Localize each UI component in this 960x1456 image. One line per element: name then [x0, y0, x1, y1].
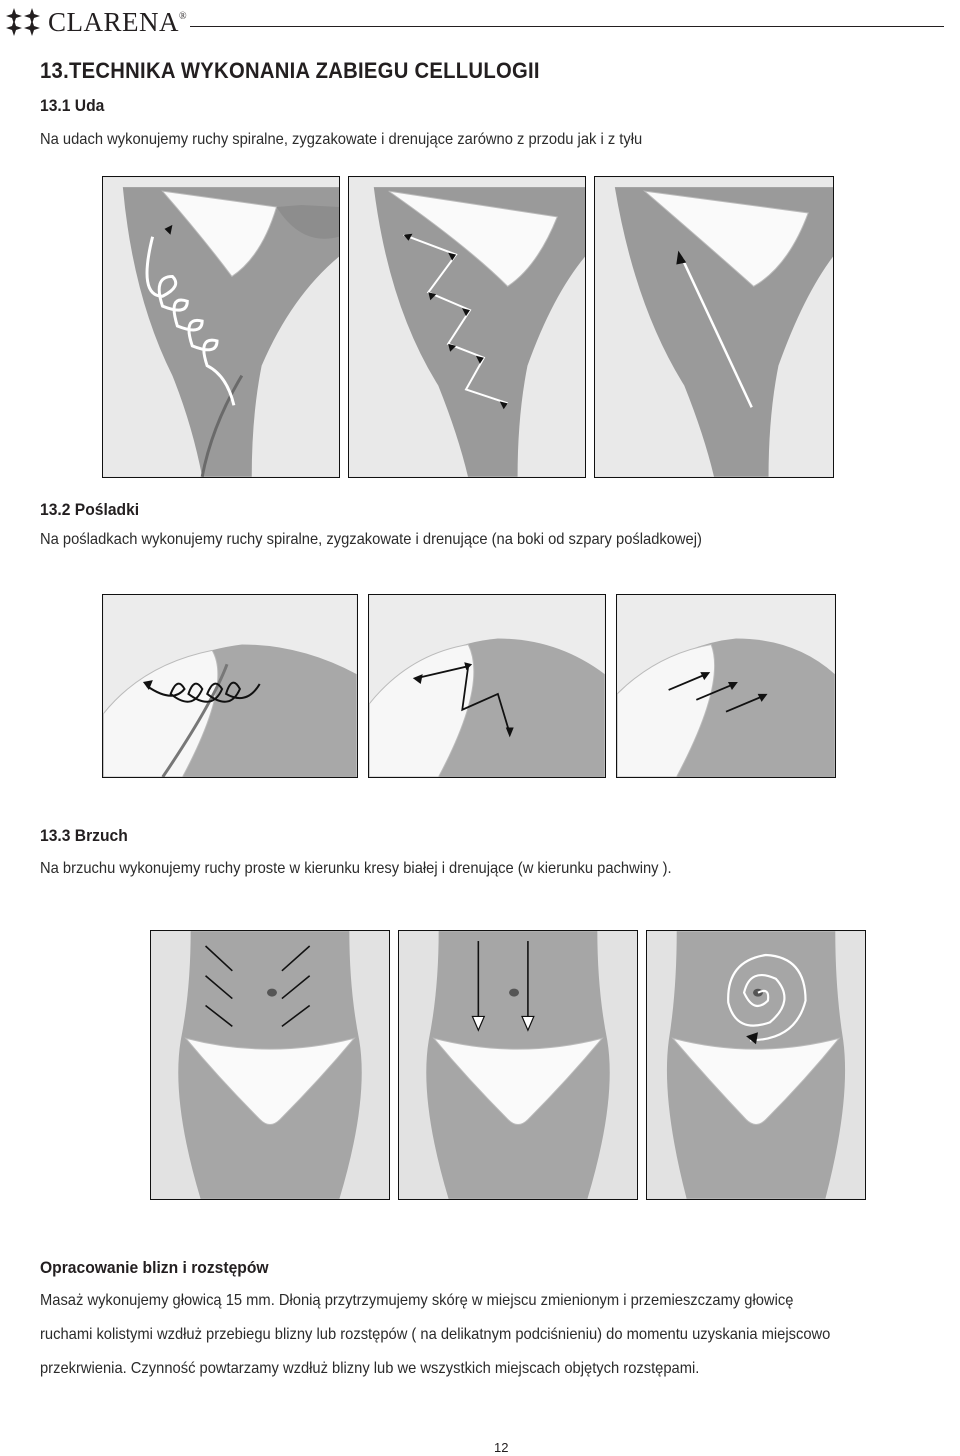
section-text-buttocks: Na pośladkach wykonujemy ruchy spiralne, zygzakowate i drenujące (na boki od szpary pośladkowej) [40, 531, 702, 548]
buttocks-drainage-image [616, 594, 836, 778]
section-heading-thighs: 13.1 Uda [40, 96, 105, 115]
header-rule [190, 26, 944, 27]
section-text-abdomen: Na brzuchu wykonujemy ruchy proste w kierunku kresy białej i drenujące (w kierunku pachwiny ). [40, 860, 672, 877]
thigh-spiral-image [102, 176, 340, 478]
header [0, 0, 960, 44]
abdomen-vertical-image [398, 930, 638, 1200]
section-heading-buttocks: 13.2 Pośladki [40, 500, 140, 519]
scars-text-line-3: przekrwienia. Czynność powtarzamy wzdłuż blizny lub we wszystkich miejscach objętych rozstępami. [40, 1360, 700, 1377]
thigh-zigzag-image [348, 176, 586, 478]
scars-heading: Opracowanie blizn i rozstępów [40, 1258, 269, 1277]
abdomen-straight-inward-image [150, 930, 390, 1200]
buttocks-zigzag-image [368, 594, 606, 778]
scars-text-line-2: ruchami kolistymi wzdłuż przebiegu blizny lub rozstępów ( na delikatnym podciśnieniu) do momentu uzyskania miejscowo [40, 1326, 831, 1343]
abdomen-spiral-image [646, 930, 866, 1200]
buttocks-spiral-image [102, 594, 358, 778]
scars-text-line-1: Masaż wykonujemy głowicą 15 mm. Dłonią przytrzymujemy skórę w miejscu zmienionym i przemieszczamy głowicę [40, 1292, 794, 1309]
sparkle-logo-icon [2, 6, 46, 36]
brand-name: CLARENA® [48, 7, 188, 37]
page-title: 13.TECHNIKA WYKONANIA ZABIEGU CELLULOGII [40, 58, 540, 83]
thigh-drainage-image [594, 176, 834, 478]
section-text-thighs: Na udach wykonujemy ruchy spiralne, zygzakowate i drenujące zarówno z przodu jak i z tyłu [40, 131, 643, 148]
page-number: 12 [494, 1440, 509, 1455]
section-heading-abdomen: 13.3 Brzuch [40, 826, 128, 845]
